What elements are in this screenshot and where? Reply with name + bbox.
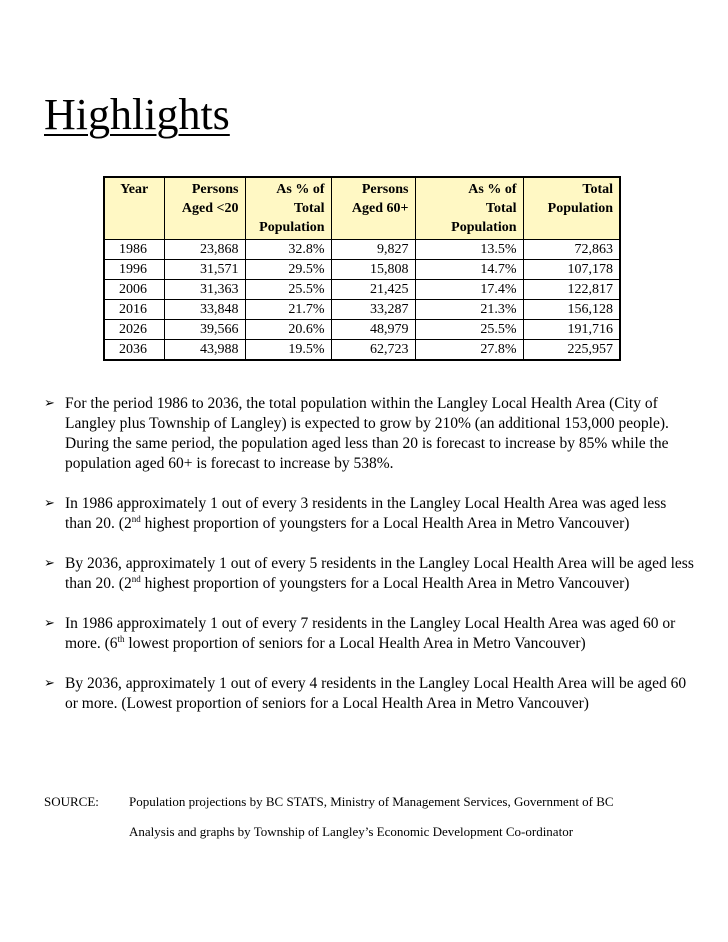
- column-header: Year: [104, 177, 164, 240]
- list-item: [44, 494, 694, 534]
- value-cell: 15,808: [331, 260, 415, 280]
- year-cell: 2016: [104, 300, 164, 320]
- value-cell: 225,957: [523, 340, 620, 361]
- list-item: [44, 614, 694, 654]
- table-row: [104, 300, 620, 320]
- value-cell: 13.5%: [415, 240, 523, 260]
- year-cell: 2026: [104, 320, 164, 340]
- table-row: [104, 340, 620, 361]
- value-cell: 27.8%: [415, 340, 523, 361]
- value-cell: 72,863: [523, 240, 620, 260]
- column-header: As % of Total Population: [415, 177, 523, 240]
- value-cell: 48,979: [331, 320, 415, 340]
- bullet-text: By 2036, approximately 1 out of every 4 residents in the Langley Local Health Area will be aged 60 or more. (Lowest proportion of seniors for a Local Health Area in Metro Vancouver): [65, 675, 687, 712]
- value-cell: 156,128: [523, 300, 620, 320]
- value-cell: 32.8%: [245, 240, 331, 260]
- column-header: Total Population: [523, 177, 620, 240]
- value-cell: 19.5%: [245, 340, 331, 361]
- arrow-bullet-icon: ➢: [44, 396, 55, 411]
- column-header: Persons Aged <20: [164, 177, 245, 240]
- table-row: [104, 320, 620, 340]
- value-cell: 20.6%: [245, 320, 331, 340]
- source-line-2: Analysis and graphs by Township of Langley’s Economic Development Co-ordinator: [129, 824, 574, 839]
- year-cell: 2036: [104, 340, 164, 361]
- value-cell: 21.3%: [415, 300, 523, 320]
- value-cell: 122,817: [523, 280, 620, 300]
- value-cell: 29.5%: [245, 260, 331, 280]
- value-cell: 25.5%: [245, 280, 331, 300]
- column-header: Persons Aged 60+: [331, 177, 415, 240]
- bullet-text: In 1986 approximately 1 out of every 3 residents in the Langley Local Health Area was aged less than 20. (2: [65, 495, 667, 532]
- value-cell: 62,723: [331, 340, 415, 361]
- value-cell: 14.7%: [415, 260, 523, 280]
- arrow-bullet-icon: ➢: [44, 556, 55, 571]
- value-cell: 21.7%: [245, 300, 331, 320]
- source-label: SOURCE:: [44, 794, 99, 809]
- table-row: [104, 240, 620, 260]
- value-cell: 31,571: [164, 260, 245, 280]
- table-body: [104, 240, 620, 361]
- table-row: [104, 280, 620, 300]
- ordinal-suffix: nd: [131, 513, 141, 524]
- bullet-text: By 2036, approximately 1 out of every 5 residents in the Langley Local Health Area will be aged less than 20. (2: [65, 555, 694, 592]
- list-item: [44, 554, 694, 594]
- value-cell: 25.5%: [415, 320, 523, 340]
- list-item: [44, 394, 694, 474]
- value-cell: 31,363: [164, 280, 245, 300]
- table-header-row: [104, 177, 620, 240]
- value-cell: 23,868: [164, 240, 245, 260]
- bullet-text: highest proportion of youngsters for a Local Health Area in Metro Vancouver): [140, 575, 630, 592]
- value-cell: 33,848: [164, 300, 245, 320]
- arrow-bullet-icon: ➢: [44, 676, 55, 691]
- year-cell: 1986: [104, 240, 164, 260]
- bullet-text: highest proportion of youngsters for a Local Health Area in Metro Vancouver): [140, 515, 630, 532]
- value-cell: 17.4%: [415, 280, 523, 300]
- column-header: As % of Total Population: [245, 177, 331, 240]
- value-cell: 33,287: [331, 300, 415, 320]
- table-row: [104, 260, 620, 280]
- population-table: [103, 176, 621, 361]
- arrow-bullet-icon: ➢: [44, 496, 55, 511]
- year-cell: 2006: [104, 280, 164, 300]
- value-cell: 43,988: [164, 340, 245, 361]
- arrow-bullet-icon: ➢: [44, 616, 55, 631]
- bullet-text: In 1986 approximately 1 out of every 7 residents in the Langley Local Health Area was aged 60 or more. (6: [65, 615, 676, 652]
- list-item: [44, 674, 694, 714]
- ordinal-suffix: th: [117, 633, 125, 644]
- value-cell: 191,716: [523, 320, 620, 340]
- bullet-text: For the period 1986 to 2036, the total population within the Langley Local Health Area (City of Langley plus Township of Langley) is expected to grow by 210% (an additional 153,000 people). During the same period, the population aged less than 20 is forecast to increase by 85% while the population aged 60+ is forecast to increase by 538%.: [65, 395, 669, 472]
- value-cell: 21,425: [331, 280, 415, 300]
- source-line-1: Population projections by BC STATS, Ministry of Management Services, Government of BC: [129, 794, 614, 809]
- ordinal-suffix: nd: [131, 573, 141, 584]
- page-title: Highlights: [44, 90, 230, 139]
- value-cell: 9,827: [331, 240, 415, 260]
- year-cell: 1996: [104, 260, 164, 280]
- value-cell: 39,566: [164, 320, 245, 340]
- bullet-text: lowest proportion of seniors for a Local Health Area in Metro Vancouver): [124, 635, 586, 652]
- value-cell: 107,178: [523, 260, 620, 280]
- highlights-list: [44, 394, 694, 734]
